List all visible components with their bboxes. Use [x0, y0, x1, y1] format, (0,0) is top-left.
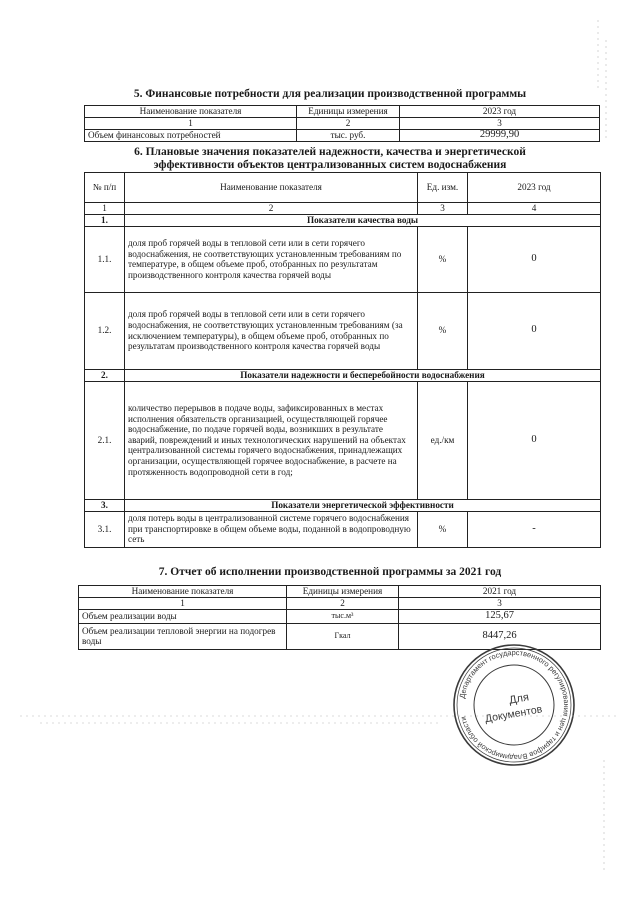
- column-number: 3: [418, 203, 468, 215]
- header-cell: Наименование показателя: [79, 586, 287, 598]
- stamp-center-line2: Документов: [484, 703, 544, 726]
- header-cell: Наименование показателя: [125, 173, 418, 203]
- unit-cell: %: [418, 292, 468, 369]
- column-number: 3: [400, 118, 600, 130]
- reliability-indicators-table: [84, 172, 601, 548]
- column-number: 1: [85, 118, 297, 130]
- unit-cell: ед./км: [418, 381, 468, 499]
- header-cell: 2021 год: [399, 586, 601, 598]
- value-cell: 29999,90: [400, 129, 600, 141]
- stamp-ring-text: Департамент государственного регулирования цен и тарифов Владимирской области: [457, 647, 572, 763]
- row-number: 3.1.: [85, 511, 125, 547]
- financial-needs-table: [84, 105, 600, 142]
- group-number: 3.: [85, 499, 125, 511]
- header-cell: Единицы измерения: [287, 586, 399, 598]
- section5-title: 5. Финансовые потребности для реализации производственной программы: [133, 88, 527, 100]
- column-number: 3: [399, 598, 601, 610]
- value-cell: 125,67: [399, 609, 601, 623]
- unit-cell: тыс.м³: [287, 609, 399, 623]
- indicator-name: количество перерывов в подаче воды, зафиксированных в местах исполнения обязательств организацией, осуществляющей горячее водоснабжение, по подаче горячей воды, возникших в результате аварий, повреждений и иных технологических нарушений на объектах централизованной системы горячего водоснабжения, принадлежащих организации, осуществляющей горячее водоснабжение, в расчете на протяженность водопроводной сети в год;: [125, 381, 418, 499]
- header-cell: Наименование показателя: [85, 106, 297, 118]
- unit-cell: %: [418, 511, 468, 547]
- value-cell: 0: [468, 292, 601, 369]
- group-number: 2.: [85, 369, 125, 381]
- group-number: 1.: [85, 214, 125, 226]
- stamp-center-line1: Для: [508, 691, 530, 707]
- value-cell: 0: [468, 226, 601, 292]
- indicator-name: Объем финансовых потребностей: [85, 129, 297, 141]
- column-number: 2: [125, 203, 418, 215]
- indicator-name: доля потерь воды в централизованной системе горячего водоснабжения при транспортировке в общем объеме воды, поданной в водопроводную сеть: [125, 511, 418, 547]
- indicator-name: Объем реализации воды: [79, 609, 287, 623]
- column-number: 1: [85, 203, 125, 215]
- header-cell: Единицы измерения: [297, 106, 400, 118]
- indicator-name: доля проб горячей воды в тепловой сети или в сети горячего водоснабжения, не соответствующих установленным требованиям (за исключением температуры), в общем объеме проб, отобранных по результатам производственного контроля качества горячей воды: [125, 292, 418, 369]
- column-number: 2: [287, 598, 399, 610]
- header-cell: № п/п: [85, 173, 125, 203]
- indicator-name: доля проб горячей воды в тепловой сети или в сети горячего водоснабжения, не соответствующих установленным требованиям по температуре, в общем объеме проб, отобранных по результатам производственного контроля качества горячей воды: [125, 226, 418, 292]
- row-number: 2.1.: [85, 381, 125, 499]
- unit-cell: Гкал: [287, 623, 399, 649]
- unit-cell: тыс. руб.: [297, 129, 400, 141]
- row-number: 1.2.: [85, 292, 125, 369]
- column-number: 4: [468, 203, 601, 215]
- header-cell: 2023 год: [400, 106, 600, 118]
- section7-title: 7. Отчет об исполнении производственной программы за 2021 год: [158, 566, 502, 578]
- section6-title: [80, 146, 580, 172]
- section6-title-line1: 6. Плановые значения показателей надежности, качества и энергетической: [134, 146, 526, 158]
- group-title: Показатели энергетической эффективности: [125, 499, 601, 511]
- value-cell: -: [468, 511, 601, 547]
- value-cell: 0: [468, 381, 601, 499]
- column-number: 1: [79, 598, 287, 610]
- program-report-table: [78, 585, 601, 650]
- official-stamp: [452, 643, 576, 767]
- header-cell: Ед. изм.: [418, 173, 468, 203]
- value-cell: 8447,26: [399, 623, 601, 649]
- section6-title-line2: эффективности объектов централизованных систем водоснабжения: [153, 159, 507, 171]
- group-title: Показатели качества воды: [125, 214, 601, 226]
- indicator-name: Объем реализации тепловой энергии на подогрев воды: [79, 623, 287, 649]
- column-number: 2: [297, 118, 400, 130]
- unit-cell: %: [418, 226, 468, 292]
- group-title: Показатели надежности и бесперебойности водоснабжения: [125, 369, 601, 381]
- header-cell: 2023 год: [468, 173, 601, 203]
- row-number: 1.1.: [85, 226, 125, 292]
